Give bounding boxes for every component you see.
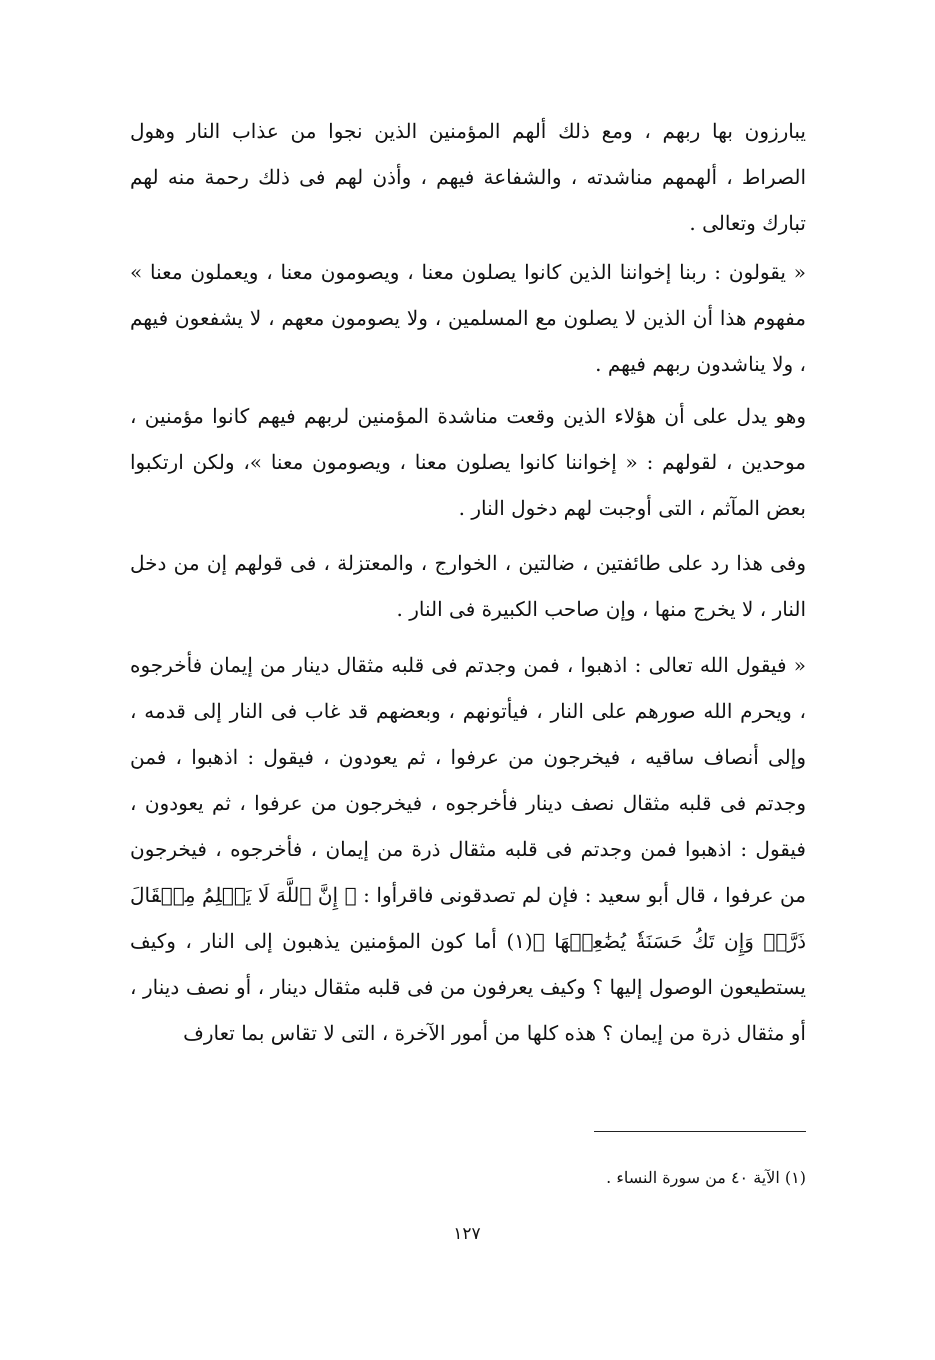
page-number: ١٢٧ (453, 1224, 481, 1244)
paragraph-3: وهو يدل على أن هؤلاء الذين وقعت مناشدة المؤمنين لربهم فيهم كانوا مؤمنين ، موحدين ، لقولهم : « إخواننا كانوا يصلون معنا ، ويصومون معنا »، ولكن ارتكبوا بعض المآثم ، التى أوجبت لهم دخول النار . (130, 404, 806, 520)
paragraph-2: « يقولون : ربنا إخواننا الذين كانوا يصلون معنا ، ويصومون معنا ، ويعملون معنا » مفهوم هذا أن الذين لا يصلون مع المسلمين ، ولا يصومون معهم ، لا يشفعون فيهم ، ولا يناشدون ربهم فيهم . (130, 260, 806, 376)
paragraph-5: « فيقول الله تعالى : اذهبوا ، فمن وجدتم فى قلبه مثقال دينار من إيمان فأخرجوه ، ويحرم الله صورهم على النار ، فيأتونهم ، وبعضهم قد غاب فى النار إلى قدمه ، وإلى أنصاف ساقيه ، فيخرجون من عرفوا ، ثم يعودون ، فيقول : اذهبوا ، فمن وجدتم فى قلبه مثقال نصف دينار فأخرجوه ، فيخرجون من عرفوا ، ثم يعودون ، فيقول : اذهبوا فمن وجدتم فى قلبه مثقال ذرة من إيمان ، فأخرجوه ، فيخرجون من عرفوا ، قال أبو سعيد : فإن لم تصدقونى فاقرأوا : ﴿ إِنَّ ٱللَّهَ لَا يَظۡلِمُ مِثۡقَالَ ذَرَّةٖ وَإِن تَكُ حَسَنَةٗ يُضَٰعِفۡهَا ﴾(١) أما كون المؤمنين يذهبون إلى النار ، وكيف يستطيعون الوصول إليها ؟ وكيف يعرفون من فى قلبه مثقال دينار ، أو نصف دينار ، أو مثقال ذرة من إيمان ؟ هذه كلها من أمور الآخرة ، التى لا تقاس بما تعارف (130, 653, 806, 1045)
paragraph-1: يبارزون بها ربهم ، ومع ذلك ألهم المؤمنين الذين نجوا من عذاب النار وهول الصراط ، ألهمهم مناشدته ، والشفاعة فيهم ، وأذن لهم فى ذلك رحمة منه لهم تبارك وتعالى . (130, 119, 806, 235)
footnote-separator (594, 1131, 806, 1132)
footnote: (١) الآية ٤٠ من سورة النساء . (606, 1168, 806, 1187)
paragraph-4: وفى هذا رد على طائفتين ، ضالتين ، الخوارج ، والمعتزلة ، فى قولهم إن من دخل النار ، لا يخرج منها ، وإن صاحب الكبيرة فى النار . (130, 551, 806, 621)
